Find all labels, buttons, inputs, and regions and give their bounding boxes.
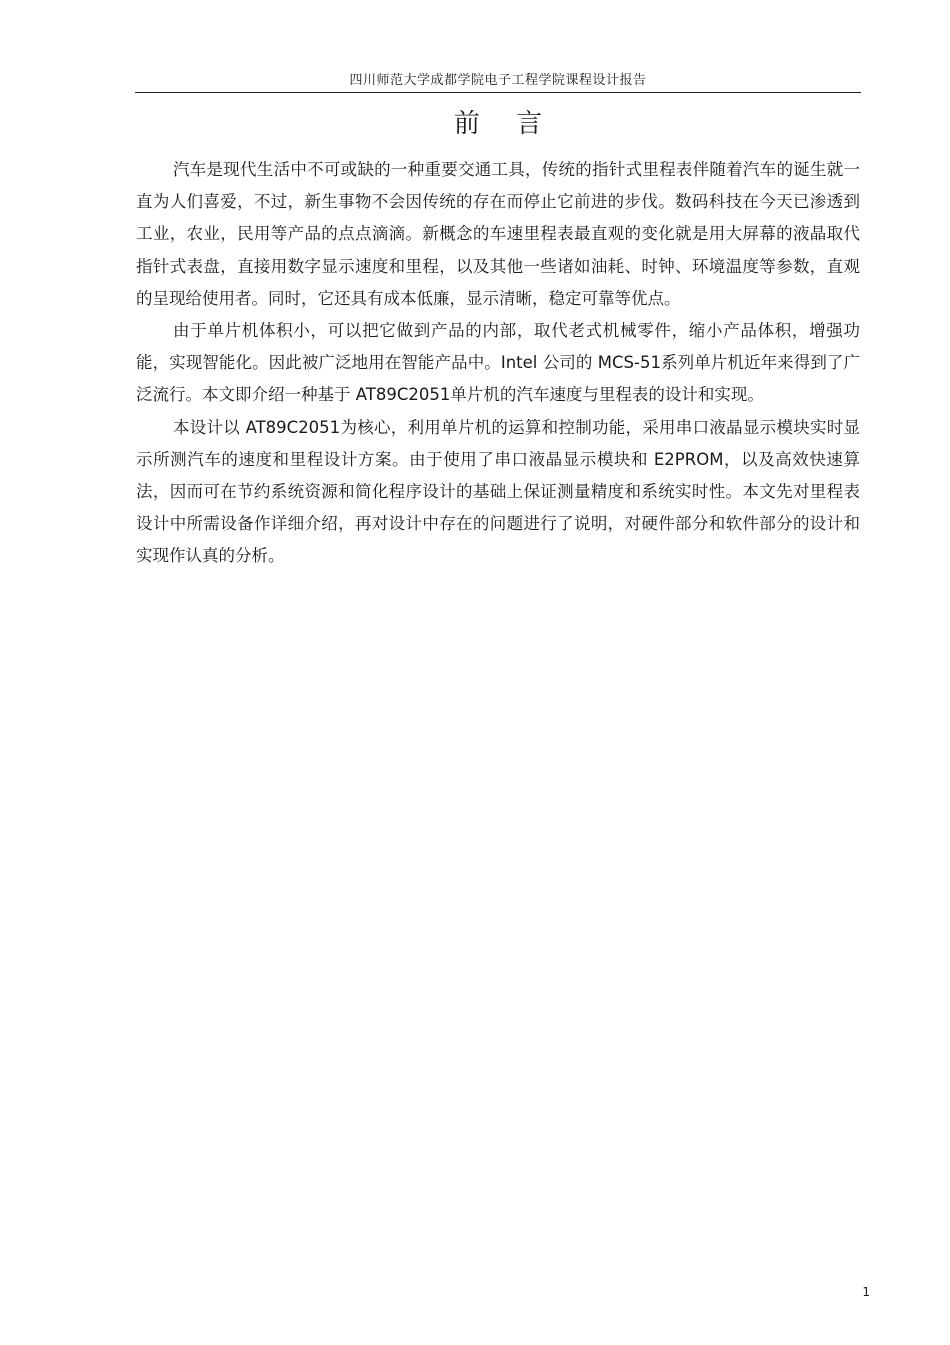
section-title: 前 言 (453, 109, 557, 139)
page-number: 1 (862, 1285, 870, 1299)
paragraph-mcu: 由于单片机体积小，可以把它做到产品的内部，取代老式机械零件，缩小产品体积，增强功能，实现智能化。因此被广泛地用在智能产品中。Intel 公司的 MCS-51系列单片机近年来得到了广泛流行。本文即介绍一种基于 AT89C2051单片机的汽车速度与里程表的设计和实现。 (136, 321, 860, 405)
body-text (136, 154, 860, 573)
paragraph-intro: 汽车是现代生活中不可或缺的一种重要交通工具，传统的指针式里程表伴随着汽车的诞生就一直为人们喜爱，不过，新生事物不会因传统的存在而停止它前进的步伐。数码科技在今天已渗透到工业，农业，民用等产品的点点滴滴。新概念的车速里程表最直观的变化就是用大屏幕的液晶取代指针式表盘，直接用数字显示速度和里程，以及其他一些诸如油耗、时钟、环境温度等参数，直观的呈现给使用者。同时，它还具有成本低廉，显示清晰，稳定可靠等优点。 (136, 160, 860, 308)
running-header: 四川师范大学成都学院电子工程学院课程设计报告 (349, 73, 647, 88)
header-rule (135, 92, 861, 93)
paragraph-design: 本设计以 AT89C2051为核心，利用单片机的运算和控制功能，采用串口液晶显示模块实时显示所测汽车的速度和里程设计方案。由于使用了串口液晶显示模块和 E2PROM，以及高效快速算法，因而可在节约系统资源和简化程序设计的基础上保证测量精度和系统实时性。本文先对里程表设计中所需设备作详细介绍，再对设计中存在的问题进行了说明，对硬件部分和软件部分的设计和实现作认真的分析。 (136, 417, 860, 566)
